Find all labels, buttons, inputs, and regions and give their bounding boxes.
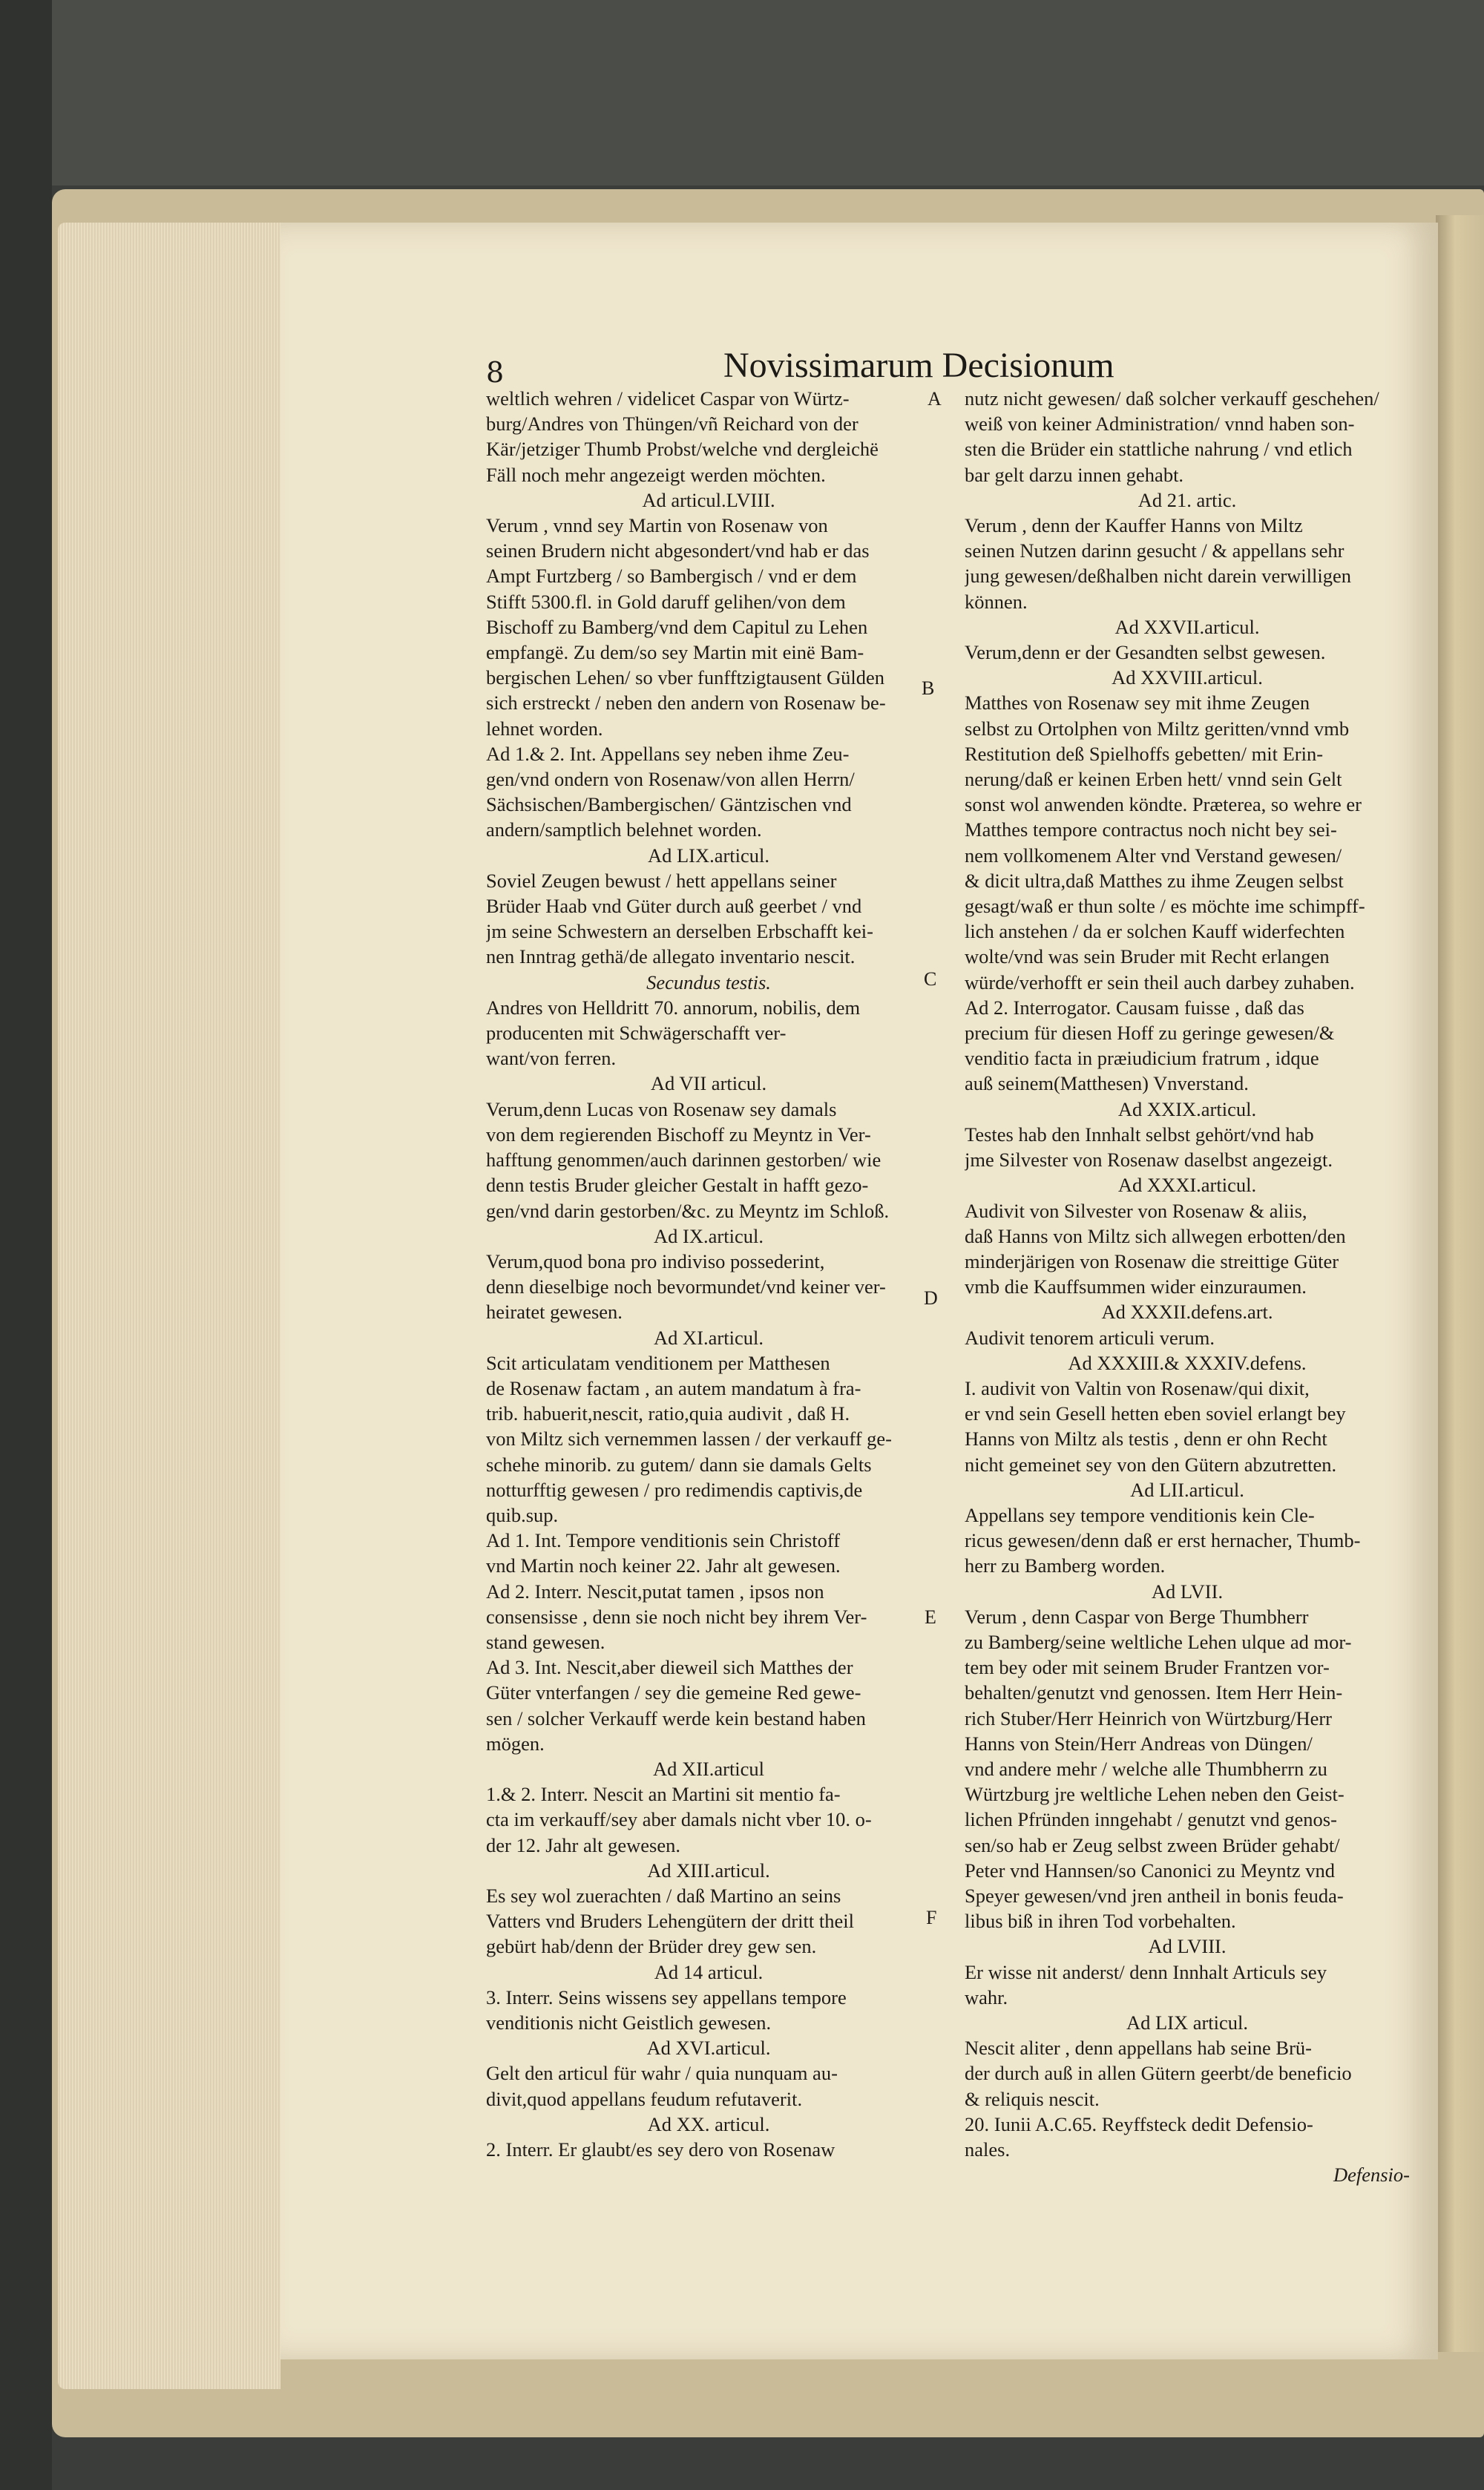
text-line: zu Bamberg/seine weltliche Lehen ulque ad mor- bbox=[965, 1630, 1352, 1653]
text-line: Er wisse nit anderst/ denn Innhalt Articuls sey bbox=[965, 1960, 1327, 1983]
text-line: Matthes von Rosenaw sey mit ihme Zeugen bbox=[965, 692, 1310, 715]
text-line: nicht gemeinet sey von den Gütern abzutretten. bbox=[965, 1453, 1337, 1476]
text-line: consensisse , denn sie noch nicht bey ihrem Ver- bbox=[486, 1605, 867, 1628]
text-line: Gelt den articul für wahr / quia nunquam au- bbox=[486, 2062, 838, 2085]
text-line: producenten mit Schwägerschafft ver- bbox=[486, 1022, 787, 1045]
text-line: Ad XXVIII.articul. bbox=[1112, 666, 1263, 689]
text-line: würde/verhofft er sein theil auch darbey zuhaben. bbox=[965, 970, 1355, 993]
text-line: weiß von keiner Administration/ vnnd haben son- bbox=[965, 413, 1355, 436]
text-line: schehe minorib. zu gutem/ dann sie damals Gelts bbox=[486, 1453, 872, 1476]
text-line: denn testis Bruder gleicher Gestalt in hafft gezo- bbox=[486, 1174, 869, 1197]
text-line: Ad 1.& 2. Int. Appellans sey neben ihme Zeu- bbox=[486, 742, 850, 765]
text-line: I. audivit von Valtin von Rosenaw/qui dixit, bbox=[965, 1376, 1310, 1399]
text-line: divit,quod appellans feudum refutaverit. bbox=[486, 2087, 803, 2110]
text-line: lichen Pfründen inngehabt / genutzt vnd genos- bbox=[965, 1808, 1337, 1831]
text-line: gen/vnd ondern von Rosenaw/von allen Herrn/ bbox=[486, 768, 855, 791]
text-line: seinen Nutzen darinn gesucht / & appellans sehr bbox=[965, 539, 1345, 562]
text-line: heiratet gewesen. bbox=[486, 1301, 623, 1324]
text-line: lehnet worden. bbox=[486, 717, 603, 740]
text-line: Ad XII.articul bbox=[652, 1757, 765, 1780]
text-line: Ad 1. Int. Tempore venditionis sein Christoff bbox=[486, 1529, 841, 1552]
text-line: Würtzburg jre weltliche Lehen neben den Geist- bbox=[965, 1783, 1345, 1806]
text-line: vnd Martin noch keiner 22. Jahr alt gewesen. bbox=[486, 1554, 841, 1577]
text-line: 20. Iunii A.C.65. Reyffsteck dedit Defensio- bbox=[965, 2112, 1313, 2135]
text-line: Ad XXVII.articul. bbox=[1114, 615, 1260, 638]
text-line: sen/so hab er Zeug selbst zween Brüder gehabt/ bbox=[965, 1833, 1340, 1856]
text-line: Ad LIX.articul. bbox=[647, 844, 770, 867]
text-line: Verum,quod bona pro indiviso possederint, bbox=[486, 1249, 825, 1272]
text-line: Ad XXXII.defens.art. bbox=[1101, 1301, 1273, 1324]
text-line: Bischoff zu Bamberg/vnd dem Capitul zu Lehen bbox=[486, 615, 868, 638]
text-line: ricus gewesen/denn daß er erst hernacher, Thumb- bbox=[965, 1529, 1361, 1552]
text-line: gesagt/waß er thun solte / es möchte ime schimpff- bbox=[965, 895, 1365, 918]
text-line: 1.& 2. Interr. Nescit an Martini sit mentio fa- bbox=[486, 1783, 841, 1806]
text-line: Sächsischen/Bambergischen/ Gäntzischen vnd bbox=[486, 793, 852, 816]
margin-letter-b: B bbox=[922, 677, 935, 699]
margin-letter-c: C bbox=[924, 968, 937, 990]
text-line: von dem regierenden Bischoff zu Meyntz in Ver- bbox=[486, 1123, 871, 1146]
text-line: von Miltz sich vernemmen lassen / der verkauff ge- bbox=[486, 1428, 893, 1451]
text-line: andern/samptlich belehnet worden. bbox=[486, 818, 762, 841]
text-line: Verum , vnnd sey Martin von Rosenaw von bbox=[486, 514, 828, 537]
text-line: denn dieselbige noch bevormundet/vnd keiner ver- bbox=[486, 1275, 886, 1298]
desk-background bbox=[0, 0, 1484, 185]
margin-letter-a: A bbox=[928, 388, 942, 410]
text-line: wahr. bbox=[965, 1985, 1008, 2008]
text-line: der 12. Jahr alt gewesen. bbox=[486, 1833, 680, 1856]
page-number: 8 bbox=[486, 356, 505, 389]
text-line: Appellans sey tempore venditionis kein Cle- bbox=[965, 1503, 1315, 1526]
text-line: Ad 2. Interr. Nescit,putat tamen , ipsos non bbox=[486, 1580, 824, 1603]
margin-letter-e: E bbox=[925, 1606, 936, 1628]
text-line: Testes hab den Innhalt selbst gehört/vnd hab bbox=[965, 1123, 1314, 1146]
margin-letter-f: F bbox=[926, 1907, 937, 1928]
text-line: Güter vnterfangen / sey die gemeine Red gewe- bbox=[486, 1681, 861, 1704]
text-line: Verum , denn Caspar von Berge Thumbherr bbox=[965, 1605, 1309, 1628]
text-line: Verum , denn der Kauffer Hanns von Miltz bbox=[965, 514, 1303, 537]
text-line: Ad LVII. bbox=[1151, 1580, 1224, 1603]
right-text-column bbox=[965, 386, 1410, 2187]
text-line: Ad LVIII. bbox=[1148, 1935, 1227, 1958]
text-line: & dicit ultra,daß Matthes zu ihme Zeugen selbst bbox=[965, 869, 1344, 892]
text-line: Ad XXXIII.& XXXIV.defens. bbox=[1068, 1351, 1307, 1374]
text-line: nem vollkomenem Alter vnd Verstand gewesen/ bbox=[965, 844, 1342, 867]
text-line: wolte/vnd was sein Bruder mit Recht erlangen bbox=[965, 945, 1330, 968]
text-line: Ad LII.articul. bbox=[1130, 1478, 1244, 1501]
text-line: Ad XIII.articul. bbox=[647, 1859, 770, 1882]
text-line: sten die Brüder ein stattliche nahrung / vnd etlich bbox=[965, 438, 1353, 461]
text-line: cta im verkauff/sey aber damals nicht vber 10. o- bbox=[486, 1808, 872, 1831]
text-line: Audivit tenorem articuli verum. bbox=[965, 1326, 1215, 1349]
text-line: empfangë. Zu dem/so sey Martin mit einë Bam- bbox=[486, 641, 864, 664]
text-line: Audivit von Silvester von Rosenaw & aliis, bbox=[965, 1199, 1307, 1222]
text-line: de Rosenaw factam , an autem mandatum à fra- bbox=[486, 1376, 861, 1399]
text-line: Es sey wol zuerachten / daß Martino an seins bbox=[486, 1884, 841, 1907]
text-line: jme Silvester von Rosenaw daselbst angezeigt. bbox=[965, 1149, 1333, 1172]
desk-shadow bbox=[0, 0, 52, 2490]
text-line: Ad XXXI.articul. bbox=[1117, 1174, 1257, 1197]
text-line: Andres von Helldritt 70. annorum, nobilis, dem bbox=[486, 996, 861, 1019]
text-line: sich erstreckt / neben den andern von Rosenaw be- bbox=[486, 692, 886, 715]
text-line: sen / solcher Verkauff werde kein bestand haben bbox=[486, 1706, 866, 1729]
text-line: Secundus testis. bbox=[646, 970, 771, 993]
text-line: sonst wol anwenden köndte. Præterea, so wehre er bbox=[965, 793, 1362, 816]
text-line: Ad 2. Interrogator. Causam fuisse , daß das bbox=[965, 996, 1304, 1019]
text-line: jung gewesen/deßhalben nicht darein verwilligen bbox=[965, 565, 1351, 588]
text-line: herr zu Bamberg worden. bbox=[965, 1554, 1166, 1577]
text-line: Ad LIX articul. bbox=[1126, 2011, 1249, 2034]
page-edges bbox=[58, 223, 280, 2389]
text-line: weltlich wehren / videlicet Caspar von Würtz- bbox=[486, 387, 850, 410]
text-line: notturfftig gewesen / pro redimendis captivis,de bbox=[486, 1478, 863, 1501]
text-line: jm seine Schwestern an derselben Erbschafft kei- bbox=[486, 920, 873, 943]
text-line: Peter vnd Hannsen/so Canonici zu Meyntz vnd bbox=[965, 1859, 1335, 1882]
text-line: Matthes tempore contractus noch nicht bey sei- bbox=[965, 818, 1337, 841]
text-line: venditio facta in præiudicium fratrum , idque bbox=[965, 1047, 1319, 1070]
text-line: Hanns von Stein/Herr Andreas von Düngen/ bbox=[965, 1732, 1313, 1755]
text-line: Kär/jetziger Thumb Probst/welche vnd dergleichë bbox=[486, 438, 879, 461]
text-line: Ad XVI.articul. bbox=[646, 2037, 771, 2060]
text-line: Scit articulatam venditionem per Matthesen bbox=[486, 1351, 830, 1374]
text-line: rich Stuber/Herr Heinrich von Würtzburg/Herr bbox=[965, 1706, 1332, 1729]
text-line: nutz nicht gewesen/ daß solcher verkauff geschehen/ bbox=[965, 387, 1379, 410]
text-line: tem bey oder mit seinem Bruder Frantzen vor- bbox=[965, 1656, 1330, 1679]
text-line: venditionis nicht Geistlich gewesen. bbox=[486, 2011, 772, 2034]
text-line: bergischen Lehen/ so vber funfftzigtausent Gülden bbox=[486, 666, 884, 689]
text-line: Ad 14 articul. bbox=[654, 1960, 764, 1983]
text-line: Restitution deß Spielhoffs gebetten/ mit Erin- bbox=[965, 742, 1324, 765]
text-line: können. bbox=[965, 590, 1028, 613]
text-line: der durch auß in allen Gütern geerbt/de beneficio bbox=[965, 2062, 1352, 2085]
text-line: vnd andere mehr / welche alle Thumbherrn zu bbox=[965, 1757, 1327, 1780]
running-title: Novissimarum Decisionum bbox=[723, 346, 1114, 385]
text-line: lich anstehen / da er solchen Kauff widerfechten bbox=[965, 920, 1345, 943]
text-line: want/von ferren. bbox=[486, 1047, 617, 1070]
text-line: Speyer gewesen/vnd jren antheil in bonis feuda- bbox=[965, 1884, 1344, 1907]
text-line: Ad 3. Int. Nescit,aber dieweil sich Matthes der bbox=[486, 1656, 853, 1679]
text-line: stand gewesen. bbox=[486, 1630, 605, 1653]
text-line: Defensio- bbox=[1333, 2164, 1410, 2187]
text-line: burg/Andres von Thüngen/vñ Reichard von der bbox=[486, 413, 858, 436]
text-line: nerung/daß er keinen Erben hett/ vnnd sein Gelt bbox=[965, 768, 1342, 791]
text-line: minderjärigen von Rosenaw die streittige Güter bbox=[965, 1249, 1339, 1272]
text-line: Stifft 5300.fl. in Gold daruff gelihen/von dem bbox=[486, 590, 846, 613]
text-line: bar gelt darzu innen gehabt. bbox=[965, 463, 1184, 486]
text-line: Ampt Furtzberg / so Bambergisch / vnd er dem bbox=[486, 565, 857, 588]
margin-letter-d: D bbox=[924, 1287, 938, 1309]
text-line: Brüder Haab vnd Güter durch auß geerbet / vnd bbox=[486, 895, 862, 918]
text-line: nen Inntrag gethä/de allegato inventario nescit. bbox=[486, 945, 856, 968]
text-line: seinen Brudern nicht abgesondert/vnd hab er das bbox=[486, 539, 870, 562]
text-line: Ad XI.articul. bbox=[654, 1326, 764, 1349]
text-line: Ad XXIX.articul. bbox=[1117, 1097, 1257, 1120]
text-line: daß Hanns von Miltz sich allwegen erbotten/den bbox=[965, 1224, 1346, 1247]
text-line: behalten/genutzt vnd genossen. Item Herr Hein- bbox=[965, 1681, 1343, 1704]
text-line: trib. habuerit,nescit, ratio,quia audivit , daß H. bbox=[486, 1402, 850, 1425]
text-line: selbst zu Ortolphen von Miltz geritten/vnnd vmb bbox=[965, 717, 1350, 740]
text-line: Soviel Zeugen bewust / hett appellans seiner bbox=[486, 869, 837, 892]
text-line: 2. Interr. Er glaubt/es sey dero von Rosenaw bbox=[486, 2138, 835, 2161]
text-line: Vatters vnd Bruders Lehengütern der dritt theil bbox=[486, 1910, 854, 1933]
text-line: vmb die Kauffsummen wider einzuraumen. bbox=[965, 1275, 1307, 1298]
text-line: Fäll noch mehr angezeigt werden möchten. bbox=[486, 463, 826, 486]
text-line: Verum,denn Lucas von Rosenaw sey damals bbox=[486, 1097, 837, 1120]
text-line: mögen. bbox=[486, 1732, 545, 1755]
text-line: Verum,denn er der Gesandten selbst gewesen. bbox=[965, 641, 1326, 664]
text-line: Ad XX. articul. bbox=[647, 2112, 770, 2135]
text-line: Ad articul.LVIII. bbox=[642, 488, 775, 511]
text-line: hafftung genommen/auch darinnen gestorben/ wie bbox=[486, 1149, 881, 1172]
text-line: Hanns von Miltz als testis , denn er ohn Recht bbox=[965, 1428, 1327, 1451]
text-line: quib.sup. bbox=[486, 1503, 559, 1526]
text-line: gebürt hab/denn der Brüder drey gew sen. bbox=[486, 1935, 817, 1958]
text-line: Nescit aliter , denn appellans hab seine Brü- bbox=[965, 2037, 1313, 2060]
text-line: Ad VII articul. bbox=[650, 1072, 767, 1095]
left-text-column bbox=[486, 386, 931, 2162]
text-line: nales. bbox=[965, 2138, 1011, 2161]
text-line: libus biß in ihren Tod vorbehalten. bbox=[965, 1910, 1236, 1933]
facing-page-edge bbox=[1436, 215, 1484, 2352]
text-line: auß seinem(Matthesen) Vnverstand. bbox=[965, 1072, 1249, 1095]
text-line: er vnd sein Gesell hetten eben soviel erlangt bey bbox=[965, 1402, 1346, 1425]
text-line: precium für diesen Hoff zu geringe gewesen/& bbox=[965, 1022, 1335, 1045]
text-line: 3. Interr. Seins wissens sey appellans tempore bbox=[486, 1985, 847, 2008]
text-line: Ad 21. artic. bbox=[1137, 488, 1237, 511]
text-line: Ad IX.articul. bbox=[654, 1224, 764, 1247]
text-line: & reliquis nescit. bbox=[965, 2087, 1100, 2110]
text-line: gen/vnd darin gestorben/&c. zu Meyntz im Schloß. bbox=[486, 1199, 890, 1222]
